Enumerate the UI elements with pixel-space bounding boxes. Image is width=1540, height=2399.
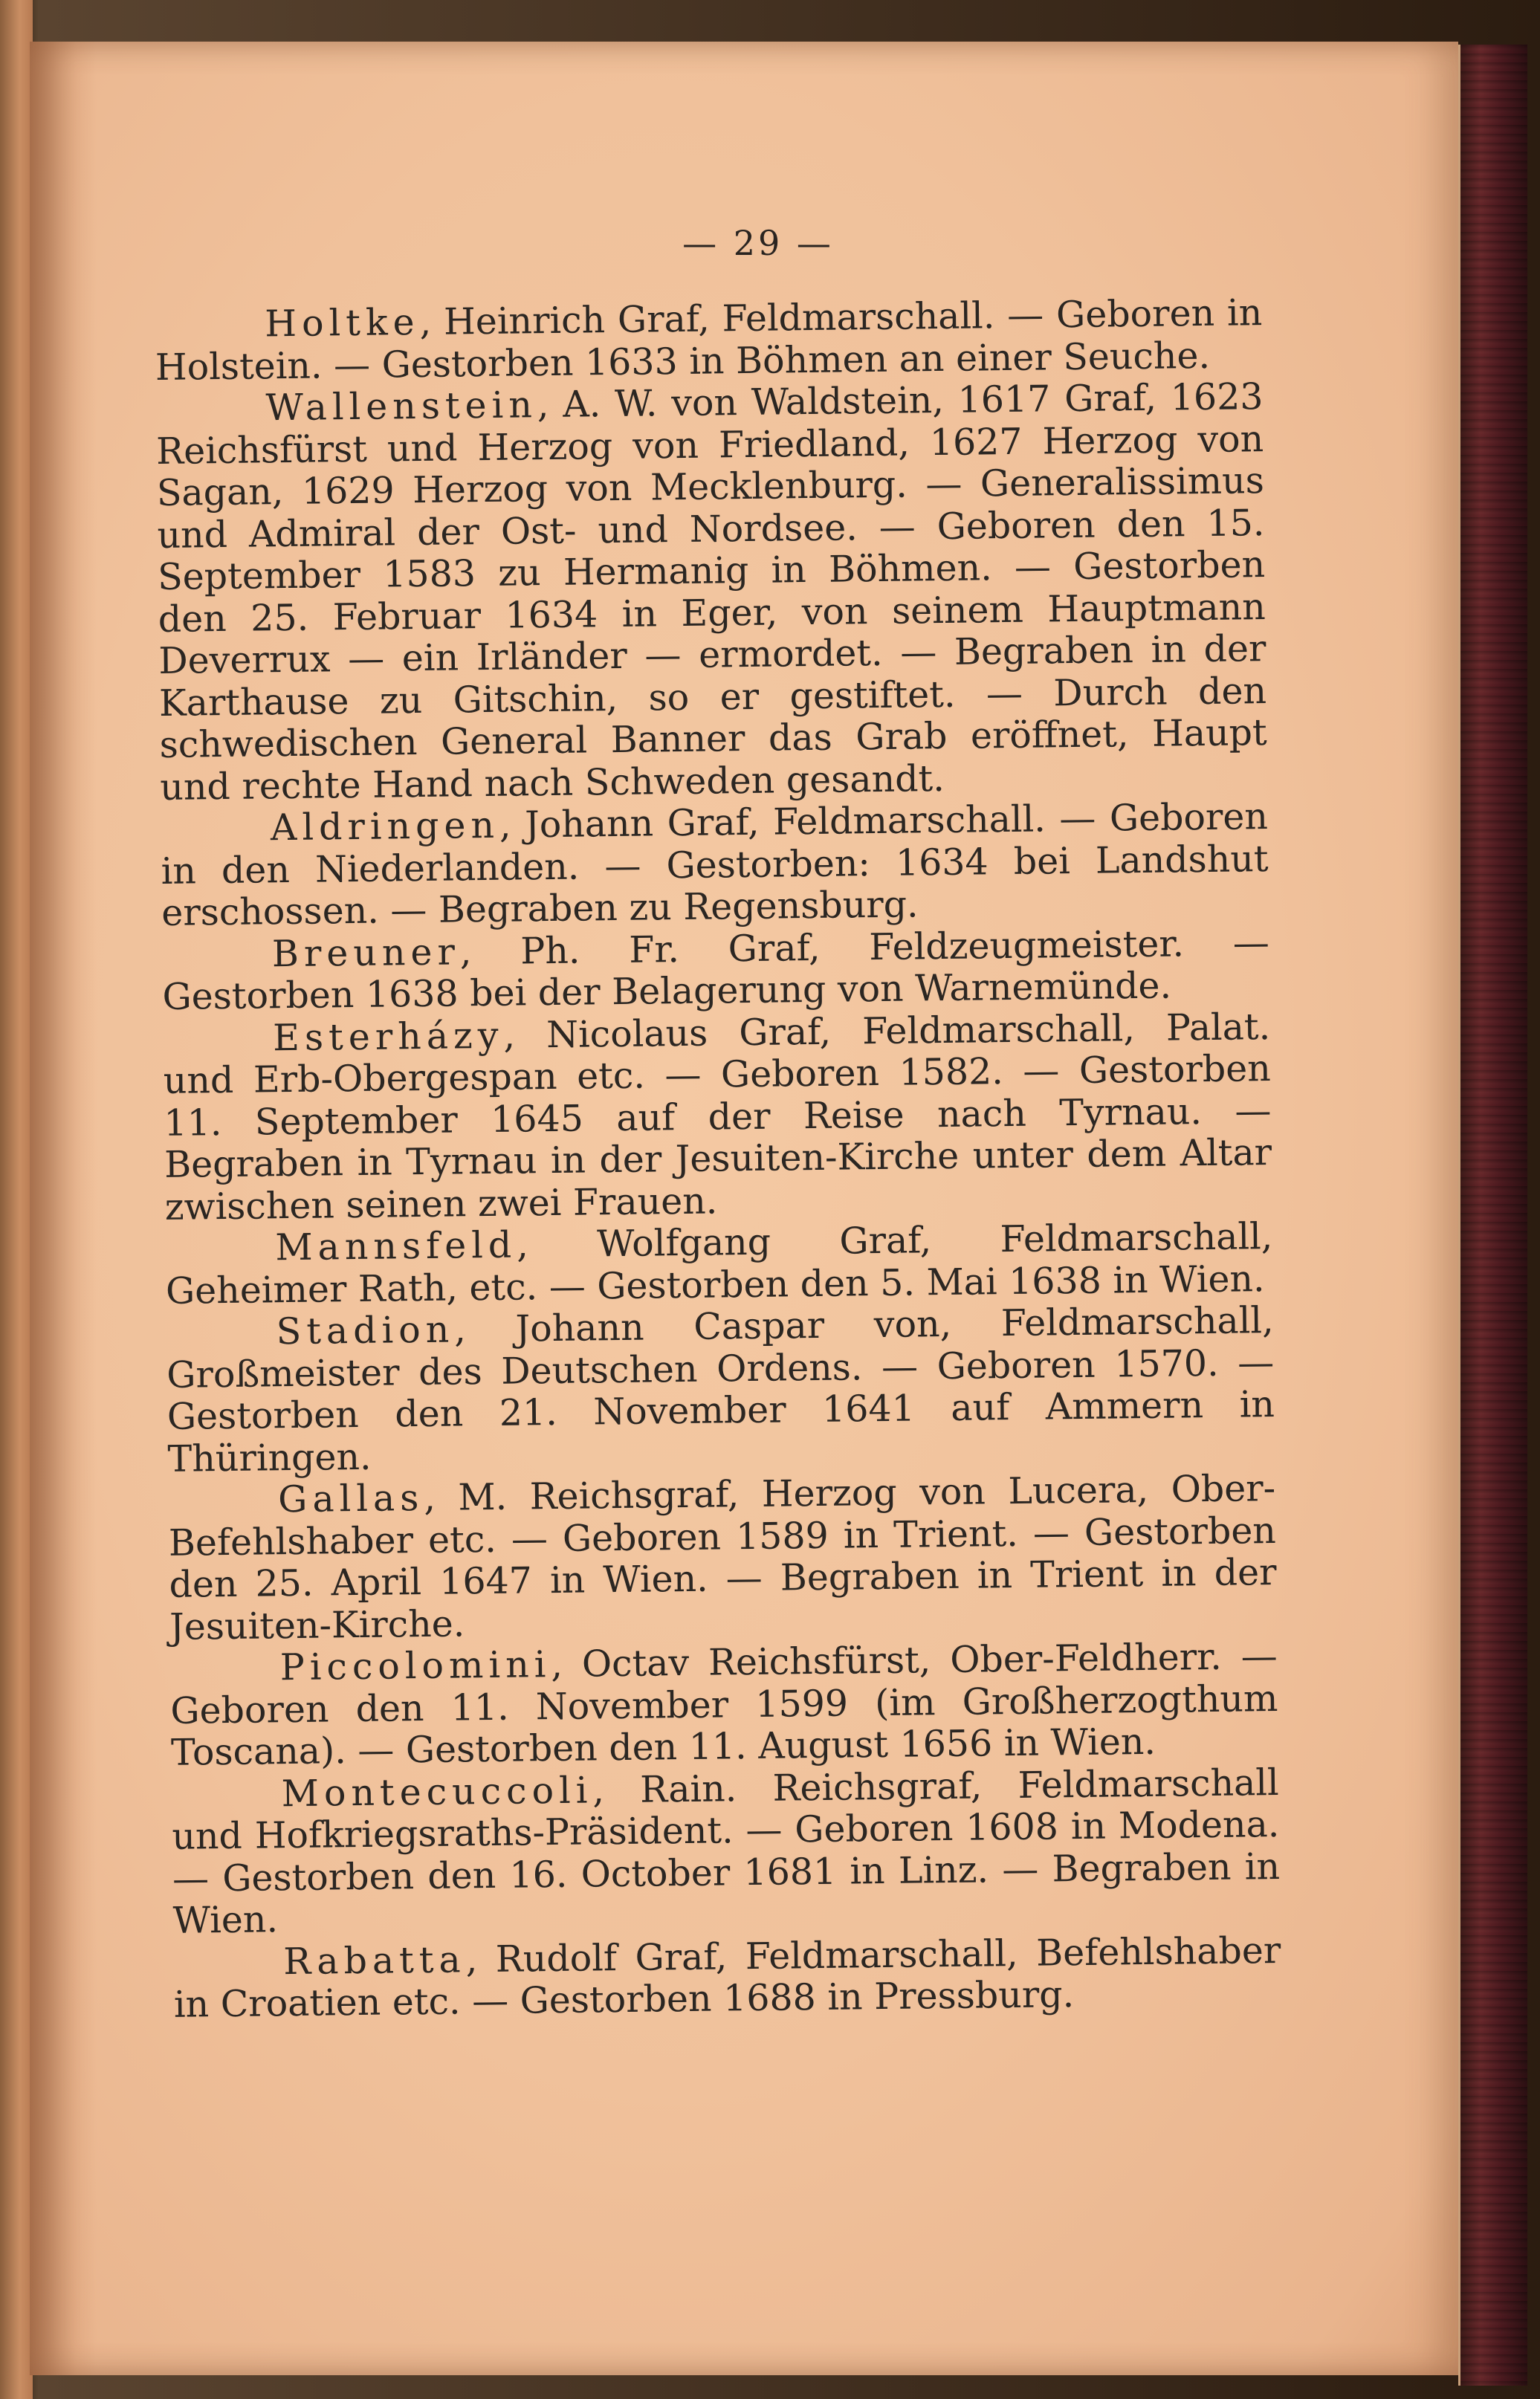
entry-name: Stadion — [276, 1308, 455, 1353]
entry-name: Piccolomini — [279, 1643, 551, 1689]
entry-text: , Octav Reichsfürst, Ober-Feldherr. — Geboren den 11. November 1599 (im Großherzogthum Toscana). — Gestorben den 11. August 1656 in Wien. — [170, 1634, 1278, 1774]
book-spine-edge — [1458, 45, 1527, 2386]
entry-mannsfeld — [165, 1216, 1273, 1312]
page-gutter-shadow — [30, 42, 97, 2375]
entry-name: Wallenstein — [265, 383, 538, 430]
entry-aldringen — [161, 796, 1269, 934]
entry-rabatta — [173, 1929, 1281, 2026]
entry-montecuccoli — [171, 1761, 1280, 1942]
entry-name: Mannsfeld — [275, 1223, 517, 1269]
entry-text: , Johann Caspar von, Feldmarschall, Großmeister des Deutschen Ordens. — Geboren 1570. — Gestorben den 21. November 1641 auf Ammern in Thüringen. — [166, 1299, 1275, 1480]
entry-name: Esterházy — [272, 1014, 504, 1059]
entry-text: , Heinrich Graf, Feldmarschall. — Geboren in Holstein. — Gestorben 1633 in Böhmen an einer Seuche. — [155, 291, 1263, 389]
entry-name: Gallas — [277, 1476, 424, 1521]
entry-text: , M. Reichsgraf, Herzog von Lucera, Ober-Befehlshaber etc. — Geboren 1589 in Trient. — Gestorben den 25. April 1647 in Wien. — Begraben in Trient in der Jesuiten-Kirche. — [168, 1466, 1277, 1648]
entry-name: Aldringen — [270, 803, 500, 849]
entry-text: , Johann Graf, Feldmarschall. — Geboren in den Niederlanden. — Gestorben: 1634 bei Landshut erschossen. — Begraben zu Regensburg. — [161, 795, 1269, 934]
entry-stadion — [166, 1300, 1275, 1480]
entry-text: , A. W. von Waldstein, 1617 Graf, 1623 Reichsfürst und Herzog von Friedland, 1627 Herzog von Sagan, 1629 Herzog von Mecklenburg. — Generalissimus und Admiral der Ost- und Nordsee. — Geboren den 15. September 1583 zu Hermanig in Böhmen. — Gestorben den 25. Februar 1634 in Eger, von seinem Hauptmann Deverrux — ein Irländer — ermordet. — Begraben in der Karthause zu Gitschin, so er gestiftet. — Durch den schwedischen General Banner das Grab eröffnet, Haupt und rechte Hand nach Schweden gesandt. — [155, 375, 1267, 809]
entry-text: , Rain. Reichsgraf, Feldmarschall und Hofkriegsraths-Präsident. — Geboren 1608 in Modena. — Gestorben den 16. October 1681 in Linz. — Begraben in Wien. — [172, 1761, 1281, 1942]
entry-name: Montecuccoli — [281, 1768, 593, 1815]
entry-text: , Ph. Fr. Graf, Feldzeugmeister. — Gestorben 1638 bei der Belagerung von Warnemünde. — [162, 921, 1270, 1018]
entry-text: , Nicolaus Graf, Feldmarschall, Palat. und Erb-Obergespan etc. — Geboren 1582. — Gestorben 11. September 1645 auf der Reise nach Tyrnau. — Begraben in Tyrnau in der Jesuiten-Kirche unter dem Altar zwischen seinen zwei Frauen. — [163, 1005, 1272, 1228]
entry-breuner — [162, 922, 1270, 1019]
entry-piccolomini — [170, 1636, 1279, 1774]
page-number: — 29 — — [682, 223, 834, 263]
entry-name: Rabatta — [282, 1937, 467, 1983]
text-block — [155, 292, 1281, 2026]
entry-holtke — [155, 292, 1263, 389]
entry-gallas — [168, 1468, 1277, 1648]
entry-name: Breuner — [271, 930, 461, 975]
entry-wallenstein — [155, 376, 1267, 809]
entry-text: , Rudolf Graf, Feldmarschall, Befehlshaber in Croatien etc. — Gestorben 1688 in Pressburg. — [173, 1929, 1281, 2026]
entry-name: Holtke — [264, 300, 420, 346]
entry-esterhazy — [163, 1006, 1272, 1228]
entry-text: , Wolfgang Graf, Feldmarschall, Geheimer Rath, etc. — Gestorben den 5. Mai 1638 in Wien. — [165, 1215, 1273, 1312]
left-page-edge — [0, 0, 33, 2399]
